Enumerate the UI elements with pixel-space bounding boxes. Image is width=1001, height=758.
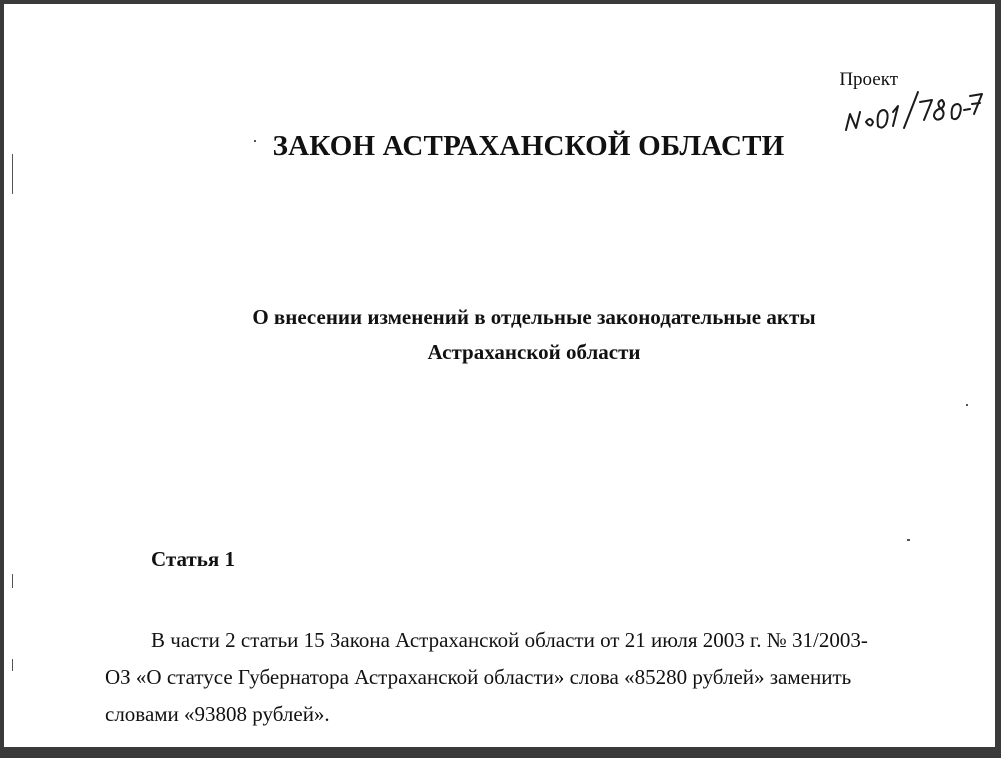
scan-artifact	[966, 404, 968, 406]
law-title: ЗАКОН АСТРАХАНСКОЙ ОБЛАСТИ	[272, 130, 785, 162]
article-body-line: словами «93808 рублей».	[105, 702, 330, 726]
scan-artifact	[12, 154, 13, 194]
scan-artifact	[254, 140, 256, 142]
scan-artifact	[907, 539, 910, 541]
article-body	[105, 622, 965, 733]
document-page	[4, 4, 995, 747]
law-subject-line: О внесении изменений в отдельные законодательные акты	[252, 305, 816, 329]
article-body-line: ОЗ «О статусе Губернатора Астраханской области» слова «85280 рублей» заменить	[105, 665, 852, 689]
draft-status-label: Проект	[839, 69, 898, 90]
scan-border-right	[995, 0, 1001, 758]
scan-border-bottom	[0, 747, 1001, 758]
article-body-line: В части 2 статьи 15 Закона Астраханской области от 21 июля 2003 г. № 31/2003-	[151, 628, 868, 652]
law-subject	[4, 300, 995, 370]
article-heading: Статья 1	[151, 547, 235, 571]
scan-artifact	[12, 574, 13, 588]
law-subject-line: Астраханской области	[427, 340, 641, 364]
scan-artifact	[12, 659, 13, 671]
